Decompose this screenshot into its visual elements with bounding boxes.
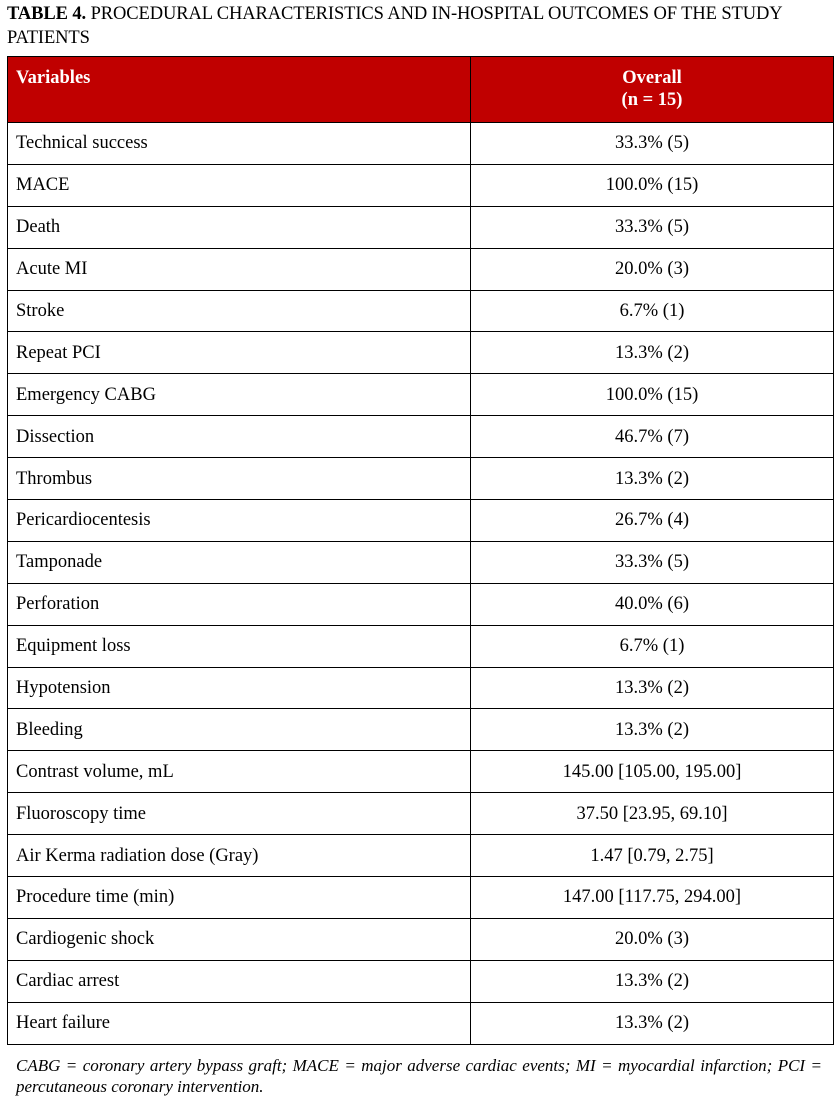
table-row: [8, 877, 834, 919]
table-body: [8, 123, 834, 1045]
overall-value-cell: 33.3% (5): [471, 541, 834, 583]
overall-value-cell: 6.7% (1): [471, 290, 834, 332]
overall-value-cell: 33.3% (5): [471, 206, 834, 248]
table-row: [8, 248, 834, 290]
header-row: [8, 57, 834, 123]
table-row: [8, 290, 834, 332]
variable-cell: Contrast volume, mL: [8, 751, 471, 793]
variable-cell: Death: [8, 206, 471, 248]
variable-cell: Repeat PCI: [8, 332, 471, 374]
overall-value-cell: 100.0% (15): [471, 164, 834, 206]
table-row: [8, 835, 834, 877]
variable-cell: Bleeding: [8, 709, 471, 751]
table-row: [8, 793, 834, 835]
overall-value-cell: 1.47 [0.79, 2.75]: [471, 835, 834, 877]
overall-value-cell: 145.00 [105.00, 195.00]: [471, 751, 834, 793]
overall-value-cell: 13.3% (2): [471, 667, 834, 709]
table-row: [8, 374, 834, 416]
table-row: [8, 416, 834, 458]
column-header-overall: [471, 57, 834, 123]
overall-value-cell: 46.7% (7): [471, 416, 834, 458]
overall-value-cell: 13.3% (2): [471, 1002, 834, 1044]
overall-value-cell: 37.50 [23.95, 69.10]: [471, 793, 834, 835]
table-row: [8, 918, 834, 960]
variable-cell: Tamponade: [8, 541, 471, 583]
table-row: [8, 625, 834, 667]
table-row: [8, 332, 834, 374]
variable-cell: Perforation: [8, 583, 471, 625]
variable-cell: Hypotension: [8, 667, 471, 709]
overall-value-cell: 20.0% (3): [471, 248, 834, 290]
overall-value-cell: 20.0% (3): [471, 918, 834, 960]
overall-value-cell: 40.0% (6): [471, 583, 834, 625]
table-caption: [7, 2, 833, 50]
variable-cell: Emergency CABG: [8, 374, 471, 416]
overall-value-cell: 33.3% (5): [471, 123, 834, 165]
table-row: [8, 751, 834, 793]
overall-value-cell: 147.00 [117.75, 294.00]: [471, 877, 834, 919]
outcomes-table: [7, 56, 834, 1045]
column-header-overall-label: Overall: [622, 68, 682, 88]
variable-cell: Stroke: [8, 290, 471, 332]
table-row: [8, 164, 834, 206]
overall-value-cell: 13.3% (2): [471, 332, 834, 374]
table-caption-title: PROCEDURAL CHARACTERISTICS AND IN-HOSPITAL OUTCOMES OF THE STUDY PATIENTS: [7, 4, 782, 48]
table-caption-label: TABLE 4.: [7, 4, 87, 24]
variable-cell: Technical success: [8, 123, 471, 165]
overall-value-cell: 6.7% (1): [471, 625, 834, 667]
table-row: [8, 960, 834, 1002]
table-row: [8, 541, 834, 583]
variable-cell: Procedure time (min): [8, 877, 471, 919]
variable-cell: Air Kerma radiation dose (Gray): [8, 835, 471, 877]
overall-value-cell: 13.3% (2): [471, 709, 834, 751]
table-row: [8, 458, 834, 500]
table-row: [8, 500, 834, 542]
variable-cell: Acute MI: [8, 248, 471, 290]
overall-value-cell: 100.0% (15): [471, 374, 834, 416]
table-row: [8, 667, 834, 709]
table-row: [8, 583, 834, 625]
table-row: [8, 709, 834, 751]
table-header: [8, 57, 834, 123]
variable-cell: Equipment loss: [8, 625, 471, 667]
variable-cell: Thrombus: [8, 458, 471, 500]
table-row: [8, 206, 834, 248]
overall-value-cell: 13.3% (2): [471, 458, 834, 500]
overall-value-cell: 26.7% (4): [471, 500, 834, 542]
column-header-overall-n: (n = 15): [621, 90, 683, 110]
variable-cell: MACE: [8, 164, 471, 206]
variable-cell: Dissection: [8, 416, 471, 458]
variable-cell: Fluoroscopy time: [8, 793, 471, 835]
variable-cell: Cardiac arrest: [8, 960, 471, 1002]
table-row: [8, 1002, 834, 1044]
overall-value-cell: 13.3% (2): [471, 960, 834, 1002]
variable-cell: Cardiogenic shock: [8, 918, 471, 960]
variable-cell: Heart failure: [8, 1002, 471, 1044]
table-row: [8, 123, 834, 165]
variable-cell: Pericardiocentesis: [8, 500, 471, 542]
table-footnote: CABG = coronary artery bypass graft; MACE = major adverse cardiac events; MI = myocardial infarction; PCI = percutaneous coronary intervention.: [16, 1056, 822, 1096]
column-header-variables: Variables: [8, 57, 471, 123]
